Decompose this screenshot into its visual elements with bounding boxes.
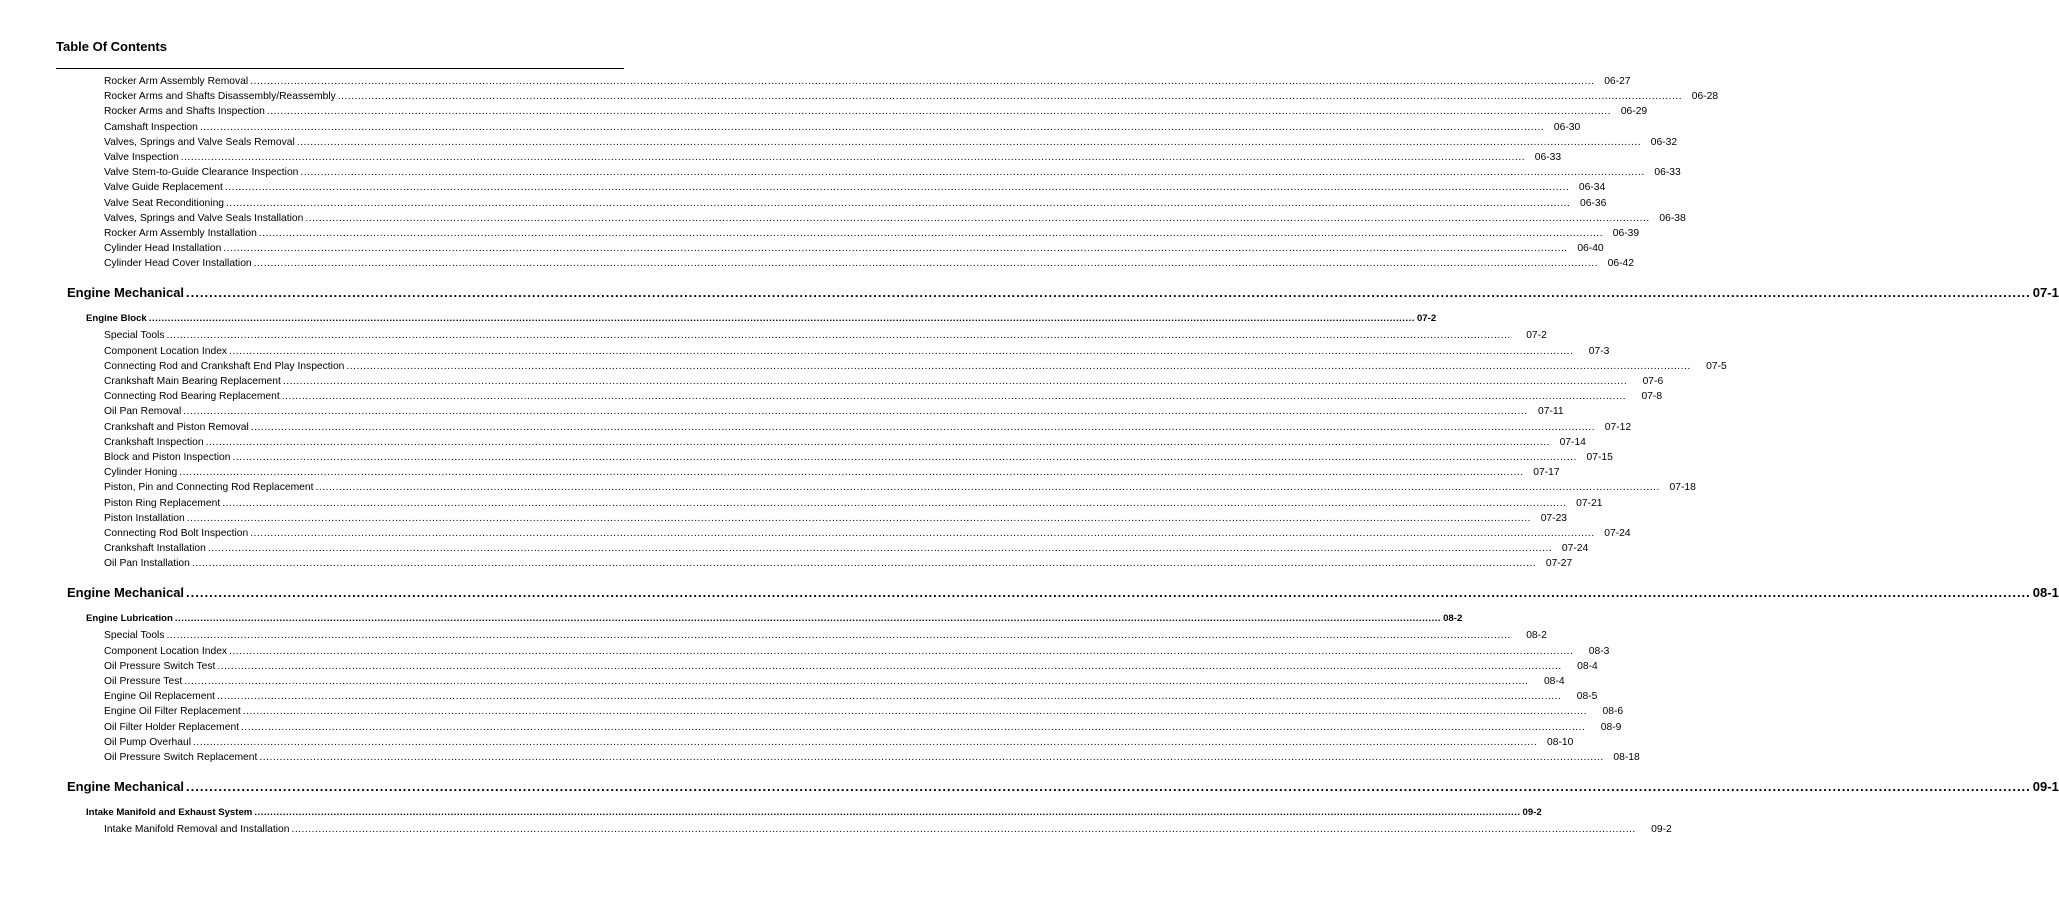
toc-entry[interactable] — [104, 91, 1719, 106]
toc-entry[interactable] — [104, 482, 1696, 497]
toc-entry-page-number: 07-15 — [1586, 451, 1613, 463]
toc-entry-label: Component Location Index — [104, 645, 228, 657]
chapter-heading-page-number: 07-1 — [2032, 285, 2059, 301]
toc-entry[interactable] — [104, 451, 1613, 467]
dot-leader: ................................................................................................................................................................................................................................................................................................................................................................................................................ — [254, 807, 1521, 819]
dot-leader: ................................................................................................................................................................................................................................................................................................................................................................................................................ — [281, 391, 1627, 403]
toc-entry[interactable] — [104, 421, 1632, 437]
dot-leader: ................................................................................................................................................................................................................................................................................................................................................................................................................ — [282, 376, 1628, 387]
section-heading-page-number: 08-2 — [1443, 613, 1463, 625]
toc-entry-label: Connecting Rod Bearing Replacement — [104, 391, 280, 403]
dot-leader: ................................................................................................................................................................................................................................................................................................................................................................................................................ — [229, 345, 1574, 357]
toc-entry[interactable] — [104, 527, 1631, 543]
toc-entry[interactable] — [104, 136, 1678, 152]
dot-leader: ................................................................................................................................................................................................................................................................................................................................................................................................................ — [179, 467, 1524, 479]
toc-entry[interactable] — [104, 227, 1640, 243]
toc-entry-page-number: 07-23 — [1540, 512, 1568, 524]
toc-entry-page-number: 08-2 — [1526, 630, 1547, 642]
dot-leader: ................................................................................................................................................................................................................................................................................................................................................................................................................ — [242, 706, 1588, 718]
toc-entry[interactable] — [104, 182, 1606, 197]
toc-entry[interactable] — [104, 258, 1634, 273]
dot-leader: ................................................................................................................................................................................................................................................................................................................................................................................................................ — [217, 660, 1562, 672]
toc-entry[interactable] — [104, 558, 1573, 573]
dot-leader: ................................................................................................................................................................................................................................................................................................................................................................................................................ — [207, 543, 1553, 555]
toc-entry-label: Block and Piston Inspection — [104, 451, 231, 463]
toc-entry-label: Rocker Arm Assembly Installation — [104, 227, 257, 239]
dot-leader: ................................................................................................................................................................................................................................................................................................................................................................................................................ — [300, 167, 1645, 179]
dot-leader: ................................................................................................................................................................................................................................................................................................................................................................................................................ — [186, 512, 1532, 524]
toc-entry-page-number: 06-28 — [1691, 91, 1719, 103]
toc-entry-label: Valve Inspection — [104, 151, 179, 163]
dot-leader: ................................................................................................................................................................................................................................................................................................................................................................................................................ — [223, 243, 1568, 255]
toc-entry-page-number: 07-11 — [1538, 406, 1564, 418]
toc-entry-page-number: 08-4 — [1577, 660, 1598, 672]
toc-entry-page-number: 08-6 — [1602, 706, 1624, 718]
toc-entry-label: Valve Stem-to-Guide Clearance Inspection — [104, 167, 299, 179]
toc-entry-label: Crankshaft Installation — [104, 543, 206, 555]
toc-entry-label: Valves, Springs and Valve Seals Removal — [104, 136, 295, 148]
dot-leader: ................................................................................................................................................................................................................................................................................................................................................................................................................ — [305, 212, 1650, 224]
dot-leader: ................................................................................................................................................................................................................................................................................................................................................................................................................ — [250, 527, 1595, 539]
dot-leader: ................................................................................................................................................................................................................................................................................................................................................................................................................ — [148, 313, 1415, 325]
dot-leader: ................................................................................................................................................................................................................................................................................................................................................................................................................ — [291, 824, 1636, 836]
dot-leader: ................................................................................................................................................................................................................................................................................................................................................................................................................ — [222, 497, 1567, 509]
dot-leader: ................................................................................................................................................................................................................................................................................................................................................................................................................ — [232, 451, 1577, 463]
toc-entry-label: Oil Pump Overhaul — [104, 736, 191, 748]
toc-entry[interactable] — [104, 243, 1604, 258]
toc-entry[interactable] — [104, 360, 1727, 376]
toc-entry[interactable] — [104, 721, 1622, 737]
spacer — [0, 573, 638, 585]
toc-entry[interactable] — [104, 151, 1562, 167]
toc-entry-page-number: 06-29 — [1620, 106, 1648, 118]
toc-entry-label: Intake Manifold Removal and Installation — [104, 824, 290, 836]
spacer — [0, 273, 638, 285]
section-heading-page-number: 07-2 — [1416, 313, 1437, 325]
dot-leader: ................................................................................................................................................................................................................................................................................................................................................................................................................ — [186, 779, 2031, 795]
header-divider — [56, 68, 624, 69]
toc-entry[interactable] — [104, 167, 1681, 182]
toc-entry[interactable] — [104, 345, 1610, 361]
toc-entry-label: Valve Guide Replacement — [104, 182, 223, 194]
toc-entry-label: Piston, Pin and Connecting Rod Replacement — [104, 482, 314, 494]
dot-leader: ................................................................................................................................................................................................................................................................................................................................................................................................................ — [166, 330, 1511, 342]
toc-entry-label: Oil Pressure Switch Test — [104, 660, 216, 672]
toc-entry[interactable] — [104, 512, 1568, 528]
chapter-heading-page-number: 08-1 — [2032, 585, 2059, 601]
toc-entry-label: Rocker Arms and Shafts Inspection — [104, 106, 265, 118]
toc-entry-page-number: 08-4 — [1543, 676, 1565, 687]
toc-entry-page-number: 08-18 — [1613, 751, 1640, 763]
dot-leader: ................................................................................................................................................................................................................................................................................................................................................................................................................ — [186, 285, 2031, 301]
toc-entry-page-number: 06-33 — [1534, 151, 1562, 163]
toc-entry-page-number: 07-24 — [1561, 543, 1589, 555]
toc-entry[interactable] — [104, 467, 1560, 482]
toc-entry-page-number: 07-27 — [1545, 558, 1573, 570]
toc-entry-page-number: 06-34 — [1578, 182, 1606, 194]
toc-entry-label: Component Location Index — [104, 345, 228, 357]
toc-entry[interactable] — [104, 751, 1640, 767]
toc-entry-label: Cylinder Head Installation — [104, 243, 222, 255]
toc-entry-label: Oil Pressure Switch Replacement — [104, 751, 258, 763]
toc-entry-page-number: 07-21 — [1576, 497, 1603, 509]
section-heading-label: Engine Block — [86, 313, 147, 325]
toc-entry-label: Oil Pan Installation — [104, 558, 190, 570]
dot-leader: ................................................................................................................................................................................................................................................................................................................................................................................................................ — [229, 645, 1574, 657]
toc-entry-page-number: 07-14 — [1559, 436, 1586, 448]
toc-entry-label: Special Tools — [104, 330, 165, 342]
toc-entry[interactable] — [104, 645, 1610, 661]
chapter-heading-label: Engine Mechanical — [67, 779, 185, 795]
spacer — [0, 767, 638, 779]
chapter-heading-label: Engine Mechanical — [67, 585, 185, 601]
dot-leader: ................................................................................................................................................................................................................................................................................................................................................................................................................ — [346, 360, 1691, 372]
dot-leader: ................................................................................................................................................................................................................................................................................................................................................................................................................ — [186, 585, 2031, 601]
dot-leader: ................................................................................................................................................................................................................................................................................................................................................................................................................ — [224, 182, 1570, 194]
toc-entry-page-number: 06-32 — [1650, 136, 1678, 148]
toc-entry[interactable] — [104, 736, 1574, 752]
dot-leader: ................................................................................................................................................................................................................................................................................................................................................................................................................ — [174, 613, 1442, 625]
section-heading-label: Intake Manifold and Exhaust System — [86, 807, 253, 819]
chapter-heading[interactable] — [67, 285, 2059, 307]
chapter-heading-label: Engine Mechanical — [67, 285, 185, 301]
page-title: Table Of Contents — [56, 39, 167, 54]
toc-entry-page-number: 07-18 — [1669, 482, 1696, 494]
toc-entry-label: Engine Oil Filter Replacement — [104, 706, 241, 718]
toc-entry-page-number: 08-5 — [1576, 691, 1598, 703]
dot-leader: ................................................................................................................................................................................................................................................................................................................................................................................................................ — [253, 258, 1598, 270]
toc-entry[interactable] — [104, 197, 1607, 213]
toc-entry-label: Piston Installation — [104, 512, 185, 524]
section-heading[interactable] — [86, 313, 1437, 328]
toc-entry-page-number: 06-27 — [1604, 76, 1631, 87]
section-heading-page-number: 09-2 — [1522, 807, 1542, 819]
toc-entry-page-number: 07-6 — [1642, 376, 1664, 387]
toc-entry[interactable] — [104, 212, 1686, 228]
dot-leader: ................................................................................................................................................................................................................................................................................................................................................................................................................ — [259, 751, 1604, 763]
dot-leader: ................................................................................................................................................................................................................................................................................................................................................................................................................ — [199, 121, 1545, 133]
toc-entry-label: Engine Oil Replacement — [104, 691, 216, 703]
toc-entry-page-number: 06-38 — [1659, 212, 1686, 224]
toc-entry-label: Special Tools — [104, 630, 165, 642]
toc-entry[interactable] — [104, 391, 1663, 406]
toc-entry[interactable] — [104, 706, 1624, 721]
dot-leader: ................................................................................................................................................................................................................................................................................................................................................................................................................ — [193, 736, 1538, 748]
toc-entry[interactable] — [104, 76, 1631, 91]
toc-entry-page-number: 06-39 — [1612, 227, 1640, 239]
toc-entry[interactable] — [104, 106, 1648, 121]
toc-entry-label: Oil Filter Holder Replacement — [104, 721, 240, 733]
toc-entry-label: Rocker Arms and Shafts Disassembly/Reassembly — [104, 91, 336, 103]
toc-entry[interactable] — [104, 676, 1565, 691]
dot-leader: ................................................................................................................................................................................................................................................................................................................................................................................................................ — [250, 421, 1596, 433]
toc-entry[interactable] — [104, 630, 1547, 645]
toc-entry-label: Connecting Rod and Crankshaft End Play Inspection — [104, 360, 345, 372]
section-heading[interactable] — [86, 807, 1542, 822]
toc-entry-label: Cylinder Honing — [104, 467, 178, 479]
dot-leader: ................................................................................................................................................................................................................................................................................................................................................................................................................ — [266, 106, 1612, 118]
toc-entry-label: Connecting Rod Bolt Inspection — [104, 527, 249, 539]
toc-entry[interactable] — [104, 436, 1586, 452]
toc-entry-label: Crankshaft Inspection — [104, 436, 204, 448]
dot-leader: ................................................................................................................................................................................................................................................................................................................................................................................................................ — [315, 482, 1660, 494]
toc-entry-page-number: 07-5 — [1706, 360, 1727, 372]
toc-entry[interactable] — [104, 121, 1581, 137]
dot-leader: ................................................................................................................................................................................................................................................................................................................................................................................................................ — [183, 406, 1528, 418]
toc-entry-page-number: 07-24 — [1604, 527, 1631, 539]
toc-entry-label: Valve Seat Reconditioning — [104, 197, 225, 209]
dot-leader: ................................................................................................................................................................................................................................................................................................................................................................................................................ — [337, 91, 1683, 103]
dot-leader: ................................................................................................................................................................................................................................................................................................................................................................................................................ — [205, 436, 1550, 448]
chapter-heading[interactable] — [67, 779, 2059, 801]
toc-entry-page-number: 08-9 — [1600, 721, 1622, 733]
dot-leader: ................................................................................................................................................................................................................................................................................................................................................................................................................ — [226, 197, 1571, 209]
toc-entry-page-number: 09-2 — [1651, 824, 1672, 836]
toc-entry[interactable] — [104, 660, 1598, 676]
toc-entry-page-number: 07-2 — [1526, 330, 1547, 342]
toc-entry[interactable] — [104, 497, 1603, 513]
toc-entry-page-number: 06-30 — [1553, 121, 1581, 133]
dot-leader: ................................................................................................................................................................................................................................................................................................................................................................................................................ — [166, 630, 1511, 642]
dot-leader: ................................................................................................................................................................................................................................................................................................................................................................................................................ — [258, 227, 1604, 239]
toc-entry[interactable] — [104, 824, 1672, 839]
dot-leader: ................................................................................................................................................................................................................................................................................................................................................................................................................ — [250, 76, 1595, 87]
toc-entry-page-number: 08-10 — [1546, 736, 1574, 748]
toc-entry-page-number: 07-17 — [1533, 467, 1560, 479]
toc-entry-page-number: 06-40 — [1577, 243, 1604, 255]
chapter-heading-page-number: 09-1 — [2032, 779, 2059, 795]
section-heading-label: Engine Lubrication — [86, 613, 173, 625]
dot-leader: ................................................................................................................................................................................................................................................................................................................................................................................................................ — [184, 676, 1529, 687]
toc-entry-page-number: 07-3 — [1588, 345, 1610, 357]
toc-entry-label: Camshaft Inspection — [104, 121, 198, 133]
toc-entry-page-number: 07-8 — [1641, 391, 1663, 403]
dot-leader: ................................................................................................................................................................................................................................................................................................................................................................................................................ — [296, 136, 1642, 148]
toc-entry-label: Rocker Arm Assembly Removal — [104, 76, 249, 87]
toc-entry-label: Oil Pressure Test — [104, 676, 183, 687]
dot-leader: ................................................................................................................................................................................................................................................................................................................................................................................................................ — [180, 151, 1526, 163]
toc-entry-label: Cylinder Head Cover Installation — [104, 258, 252, 270]
toc-entry-label: Crankshaft and Piston Removal — [104, 421, 249, 433]
toc-entry-page-number: 06-33 — [1654, 167, 1681, 179]
toc-entry-page-number: 06-36 — [1580, 197, 1607, 209]
toc-entry-page-number: 07-12 — [1604, 421, 1632, 433]
table-of-contents — [0, 76, 2059, 839]
toc-entry[interactable] — [104, 691, 1598, 706]
toc-entry-page-number: 08-3 — [1588, 645, 1610, 657]
dot-leader: ................................................................................................................................................................................................................................................................................................................................................................................................................ — [241, 721, 1586, 733]
chapter-heading[interactable] — [67, 585, 2059, 607]
toc-entry-page-number: 06-42 — [1607, 258, 1634, 270]
section-heading[interactable] — [86, 613, 1463, 628]
toc-entry[interactable] — [104, 376, 1664, 391]
toc-entry-label: Valves, Springs and Valve Seals Installation — [104, 212, 304, 224]
toc-entry[interactable] — [104, 543, 1589, 558]
toc-entry[interactable] — [104, 406, 1564, 421]
dot-leader: ................................................................................................................................................................................................................................................................................................................................................................................................................ — [191, 558, 1537, 570]
toc-entry-label: Crankshaft Main Bearing Replacement — [104, 376, 281, 387]
toc-entry-label: Oil Pan Removal — [104, 406, 182, 418]
dot-leader: ................................................................................................................................................................................................................................................................................................................................................................................................................ — [217, 691, 1562, 703]
toc-entry[interactable] — [104, 330, 1547, 345]
toc-entry-label: Piston Ring Replacement — [104, 497, 221, 509]
